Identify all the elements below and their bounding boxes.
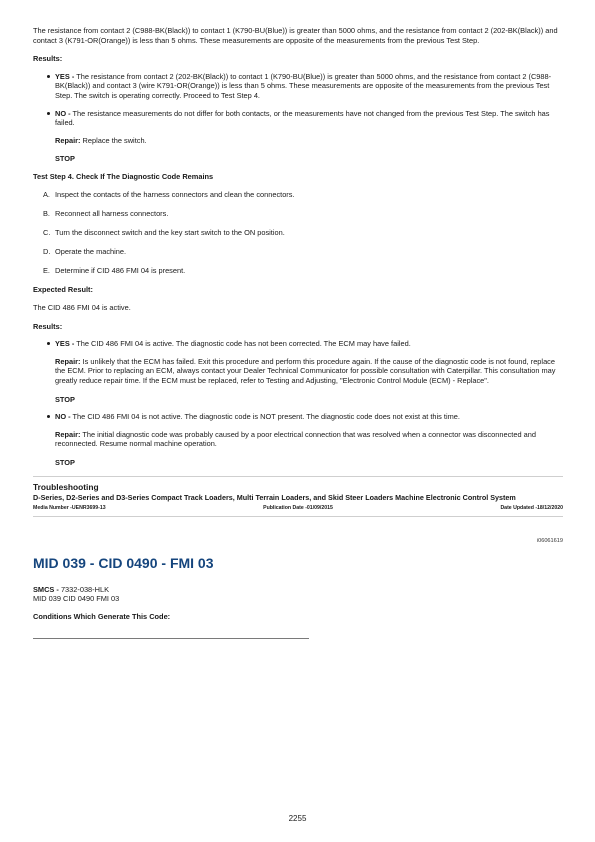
result-yes-text: The CID 486 FMI 04 is active. The diagnostic code has not been corrected. The ECM may have failed. <box>76 339 411 349</box>
stop-label: STOP <box>55 394 75 404</box>
repair-label: Repair: <box>55 356 81 366</box>
results-heading: Results: <box>33 321 63 331</box>
results-list <box>33 72 563 164</box>
document-id: i06061619 <box>536 537 563 544</box>
page-title: MID 039 - CID 0490 - FMI 03 <box>33 554 214 571</box>
result-yes-text: The resistance from contact 2 (202-BK(Black)) to contact 1 (K790-BU(Blue)) is greater than 5000 ohms, and the resistance from contact 2 (C988-BK(Black)) and contact 3 (wire K791-OR(Orange)) is less than 5 ohms. These measurements are opposite of the measurements from the previous Test Step. The switch is operating correctly. Proceed to Test Step 4. <box>55 71 552 100</box>
media-number: Media Number -UENR3699-13 <box>33 504 106 511</box>
publication-date: Publication Date -01/09/2015 <box>263 504 333 511</box>
date-updated: Date Updated -18/12/2020 <box>500 504 564 511</box>
stop-label: STOP <box>55 154 75 164</box>
test-step-list <box>33 190 563 276</box>
step-item <box>33 228 563 238</box>
repair-text: Is unlikely that the ECM has failed. Exit this procedure and perform this procedure again. If the cause of the diagnostic code is not found, replace the ECM. Prior to replacing an ECM, always contact your Dealer Technical Communicator for possible consultation with Caterpillar. This consultation may greatly reduce repair time. If the ECM must be replaced, refer to Testing and Adjusting, "Electronic Control Module (ECM) - Replace". <box>55 356 556 386</box>
repair-label: Repair: <box>55 135 81 145</box>
step-item <box>33 190 563 200</box>
repair-note <box>55 430 563 449</box>
step-text: Reconnect all harness connectors. <box>55 208 169 218</box>
result-no <box>33 109 563 164</box>
step-letter: C. <box>43 227 51 237</box>
document-meta <box>33 505 563 512</box>
smcs-line <box>33 585 563 595</box>
result-yes-lead: YES - <box>55 339 75 349</box>
result-yes <box>33 72 563 101</box>
section-divider <box>33 476 563 477</box>
page-number: 2255 <box>288 814 307 823</box>
repair-text: The initial diagnostic code was probably caused by a poor electrical connection that was resolved when a connector was disconnected and reconnected. Resume normal machine operation. <box>55 429 536 449</box>
result-yes-lead: YES - <box>55 71 75 81</box>
smcs-code: 7332-038-HLK <box>60 584 110 594</box>
document-page <box>33 26 563 639</box>
step-text: Determine if CID 486 FMI 04 is present. <box>55 266 186 276</box>
step-item <box>33 247 563 257</box>
step-text: Turn the disconnect switch and the key start switch to the ON position. <box>55 227 285 237</box>
intro-paragraph: The resistance from contact 2 (C988-BK(Black)) to contact 1 (K790-BU(Blue)) is greater than 5000 ohms, and the resistance from contact 2 (202-BK(Black)) and contact 3 (K791-OR(Orange)) is less than 5 ohms. These measurements are opposite of the measurements from the previous Test Step. <box>33 26 558 45</box>
repair-label: Repair: <box>55 429 81 439</box>
expected-result-heading: Expected Result: <box>33 285 93 295</box>
step-text: Operate the machine. <box>55 247 127 257</box>
document-header <box>33 482 563 517</box>
table-rule <box>33 638 309 639</box>
smcs-subline: MID 039 CID 0490 FMI 03 <box>33 594 120 604</box>
results-list <box>33 339 563 467</box>
step-item <box>33 266 563 276</box>
results-heading: Results: <box>33 54 63 64</box>
smcs-label: SMCS - <box>33 584 59 594</box>
step-letter: A. <box>43 189 50 199</box>
document-title: D-Series, D2-Series and D3-Series Compact Track Loaders, Multi Terrain Loaders, and Skid Steer Loaders Machine Electronic Control System <box>33 492 516 502</box>
step-letter: E. <box>43 266 50 276</box>
step-text: Inspect the contacts of the harness connectors and clean the connectors. <box>55 189 295 199</box>
expected-result-text: The CID 486 FMI 04 is active. <box>33 303 131 313</box>
test-step-heading: Test Step 4. Check If The Diagnostic Code Remains <box>33 171 214 181</box>
stop-label: STOP <box>55 458 75 467</box>
result-yes <box>33 339 563 404</box>
result-no-text: The resistance measurements do not differ for both contacts, or the measurements have not changed from the previous Test Step. The switch has failed. <box>55 108 550 128</box>
result-no-lead: NO - <box>55 412 71 422</box>
step-item <box>33 209 563 219</box>
conditions-heading: Conditions Which Generate This Code: <box>33 611 171 621</box>
result-no-lead: NO - <box>55 108 71 118</box>
result-no <box>33 412 563 467</box>
step-letter: B. <box>43 208 50 218</box>
repair-note <box>55 357 563 386</box>
repair-text: Replace the switch. <box>82 135 147 145</box>
document-category: Troubleshooting <box>33 481 99 492</box>
step-letter: D. <box>43 247 51 257</box>
repair-note <box>55 136 563 146</box>
meta-divider <box>33 516 563 517</box>
result-no-text: The CID 486 FMI 04 is not active. The diagnostic code is NOT present. The diagnostic code does not exist at this time. <box>72 412 460 422</box>
